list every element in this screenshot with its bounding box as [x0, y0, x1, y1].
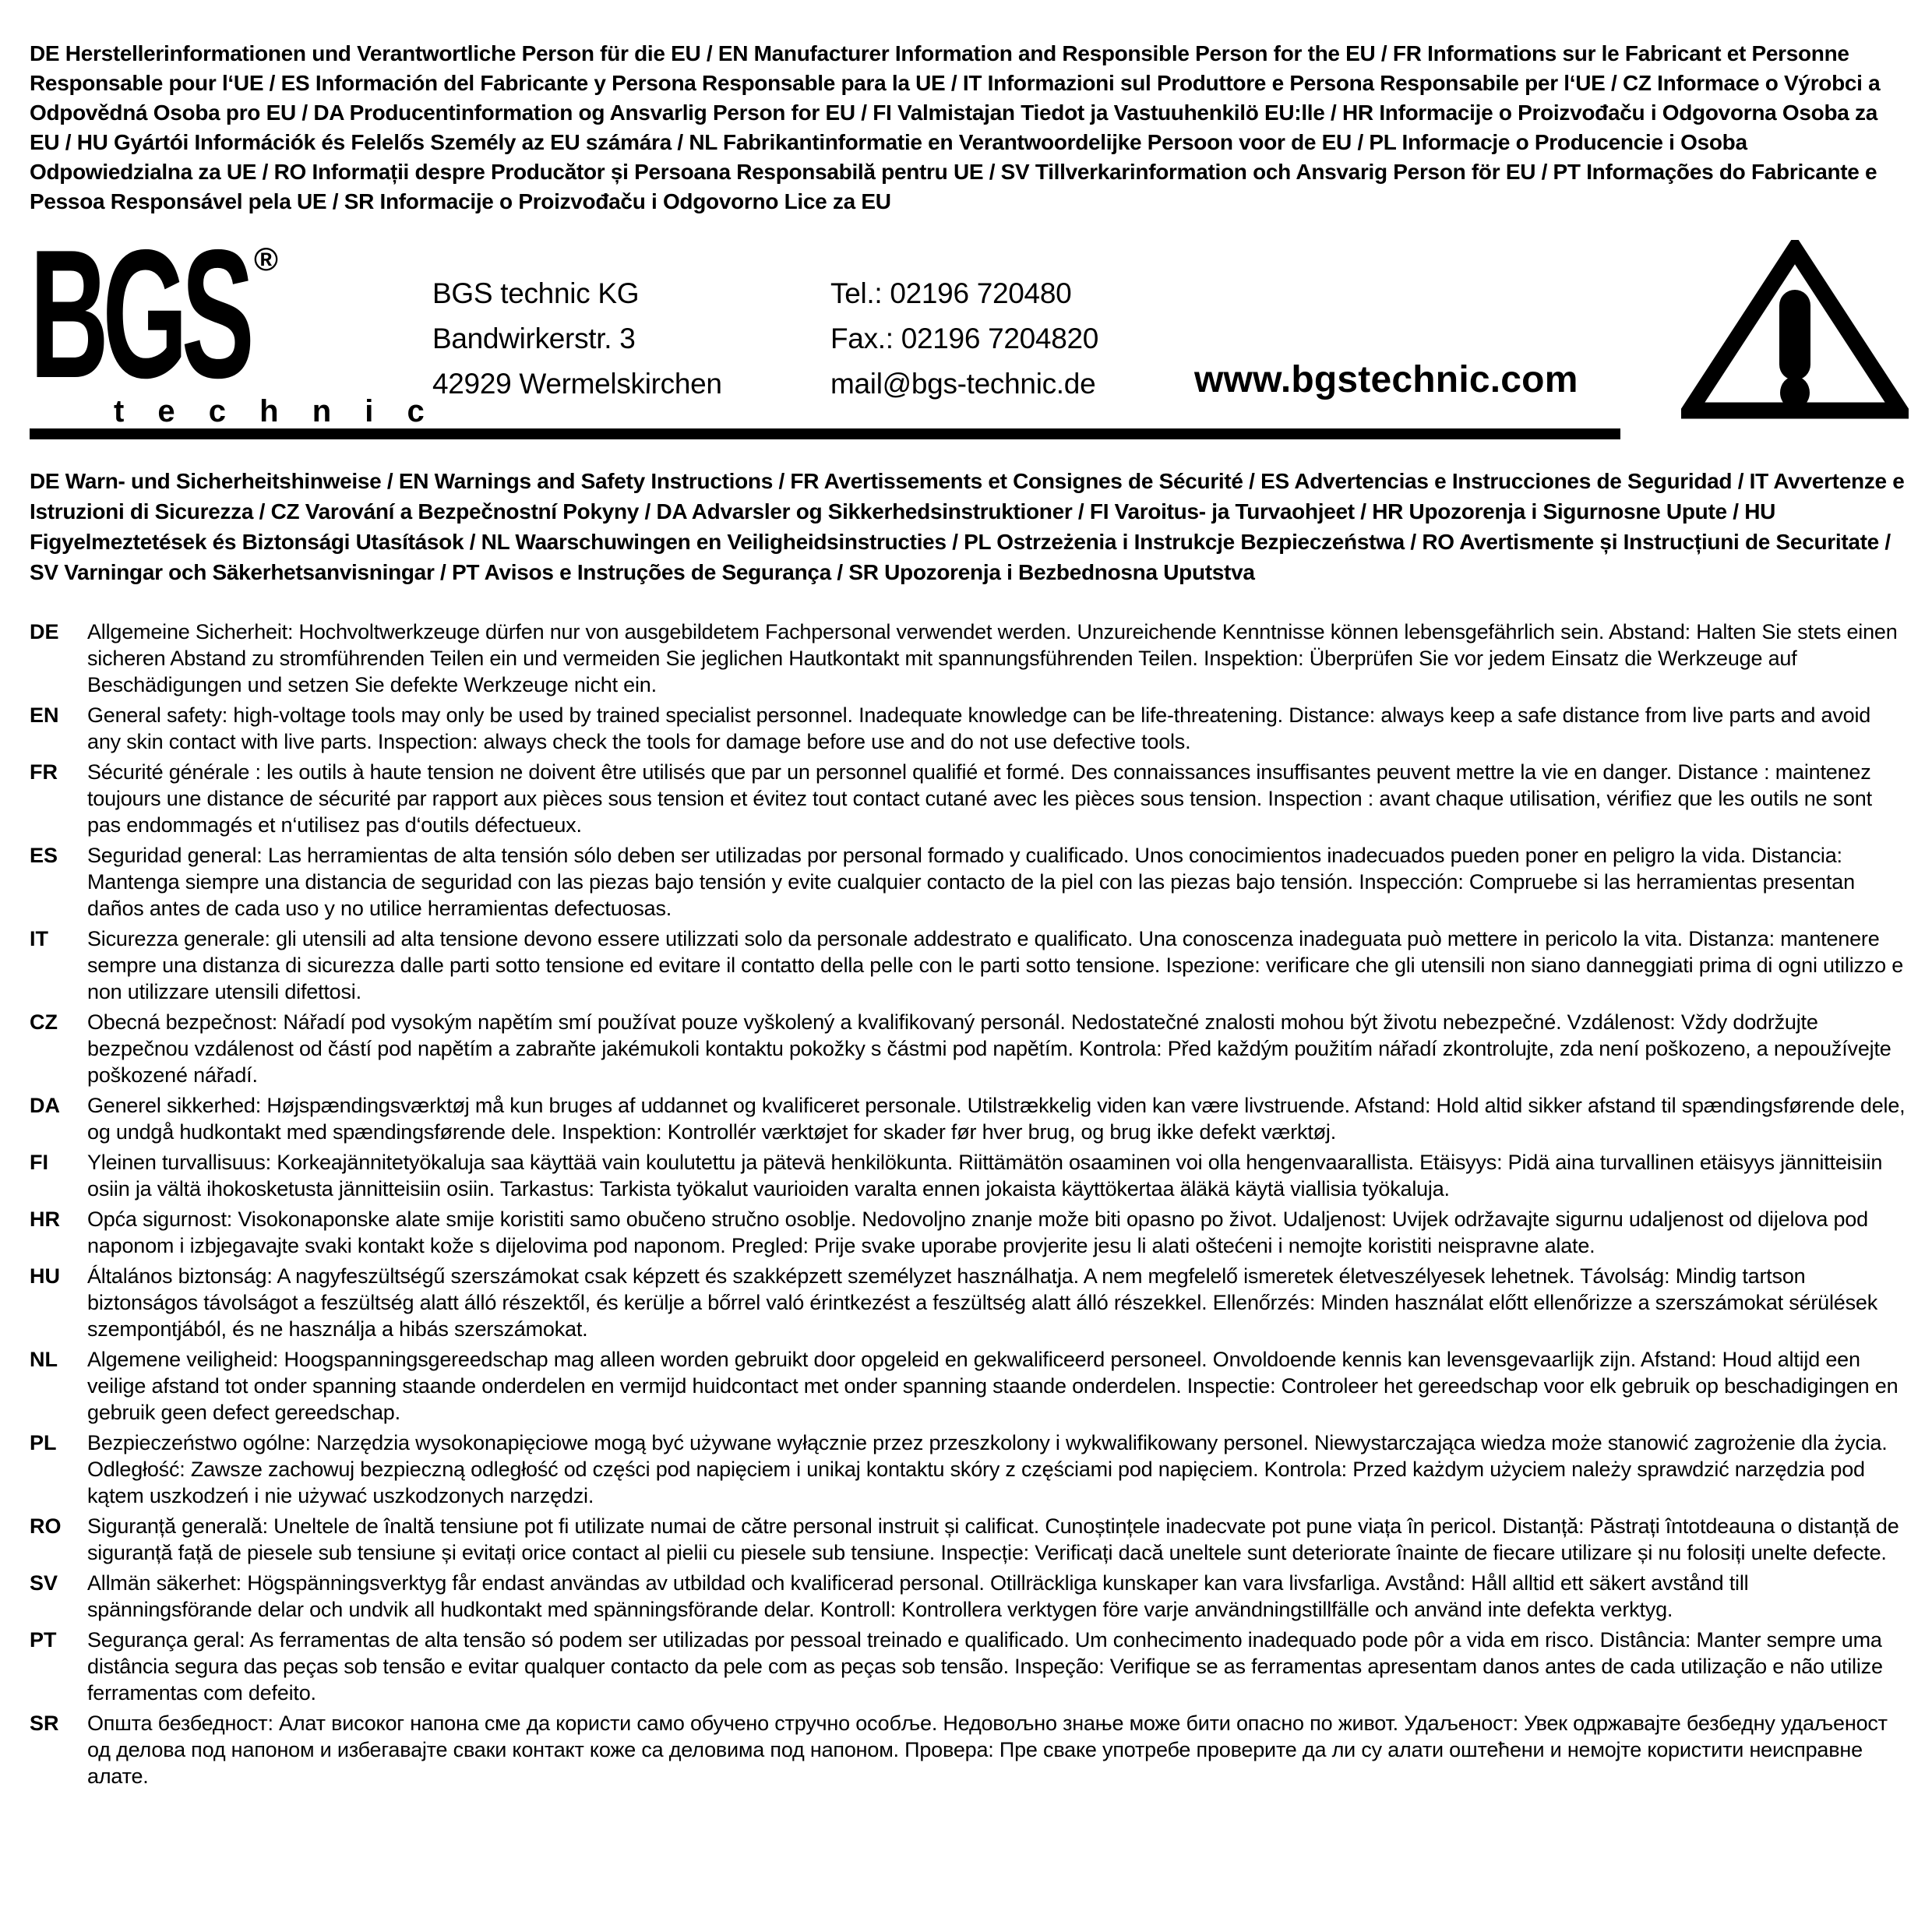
manufacturer-header: DE Herstellerinformationen und Verantwortliche Person für die EU / EN Manufacturer Information and Responsible Person for the EU / FR Informations sur le Fabricant et Personne Responsable pour l‘UE / ES Información del Fabricante y Persona Responsable para la UE / IT Informazioni sul Produttore e Persona Responsabile per l‘UE / CZ Informace o Výrobci a Odpovědná Osoba pro EU / DA Producentinformation og Ansvarlig Person for EU / FI Valmistajan Tiedot ja Vastuuhenkilö EU:lle / HR Informacije o Proizvođaču i Odgovorna Osoba za EU / HU Gyártói Információk és Felelős Személy az EU számára / NL Fabrikantinformatie en Verantwoordelijke Persoon voor de EU / PL Informacje o Producencie i Osoba Odpowiedzialna za UE / RO Informații despre Producător și Persoana Responsabilă pentru UE / SV Tillverkarinformation och Ansvarig Person för EU / PT Informações do Fabricante e Pessoa Responsável pela UE / SR Informacije o Proizvođaču i Odgovorno Lice za EU — [30, 41, 1881, 213]
company-name: BGS technic KG — [432, 277, 640, 309]
safety-item-fi — [30, 1149, 1909, 1202]
safety-text: Allmän säkerhet: Högspänningsverktyg får endast användas av utbildad och kvalificerad personal. Otillräckliga kunskaper kan vara livsfarliga. Avstånd: Håll alltid ett säkert avstånd till spänningsförande delar och undvik all hudkontakt med spänningsförande delar. Kontroll: Kontrollera verktygen före varje användningstillfälle och använd inte defekta verktyg. — [87, 1571, 1749, 1621]
company-band — [30, 211, 1910, 428]
registered-trademark-icon: ® — [254, 241, 278, 277]
safety-text: Segurança geral: As ferramentas de alta tensão só podem ser utilizadas por pessoal treinado e qualificado. Um conhecimento inadequado pode pôr a vida em risco. Distância: Manter sempre uma distância segura das peças sob tensão e evitar qualquer contacto da pele com as peças sob tensão. Inspeção: Verifique se as ferramentas apresentam danos antes de cada utilização e não utilize ferramentas com defeito. — [87, 1628, 1883, 1705]
language-code: RO — [30, 1514, 62, 1538]
safety-item-fr — [30, 759, 1909, 838]
safety-text: Általános biztonság: A nagyfeszültségű szerszámokat csak képzett és szakképzett személyzet használhatja. A nem megfelelő ismeretek életveszélyesek lehetnek. Távolság: Mindig tartson biztonságos távolságot a feszültség alatt álló részektől, és kerülje a bőrrel való érintkezést a feszültség alatt álló részekkel. Ellenőrzés: Minden használat előtt ellenőrizze a szerszámokat sérülések szempontjából, és ne használja a hibás szerszámokat. — [87, 1264, 1877, 1341]
language-code: FR — [30, 760, 58, 784]
warnings-header: DE Warn- und Sicherheitshinweise / EN Warnings and Safety Instructions / FR Avertissements et Consignes de Sécurité / ES Advertencias e Instrucciones de Seguridad / IT Avvertenze e Istruzioni di Sicurezza / CZ Varování a Bezpečnostní Pokyny / DA Advarsler og Sikkerhedsinstruktioner / FI Varoitus- ja Turvaohjeet / HR Upozorenja i Sigurnosne Upute / HU Figyelmeztetések és Biztonsági Utasítások / NL Waarschuwingen en Veiligheidsinstructies / PL Ostrzeżenia i Instrukcje Bezpieczeństwa / RO Avertismente și Instrucțiuni de Securitate / SV Varningar och Säkerhetsanvisningar / PT Avisos e Instruções de Segurança / SR Upozorenja i Bezbednosna Uputstva — [30, 469, 1905, 584]
safety-text: General safety: high-voltage tools may only be used by trained specialist personnel. Inadequate knowledge can be life-threatening. Distance: always keep a safe distance from live parts and avoid any skin contact with live parts. Inspection: always check the tools for damage before use and do not use defective tools. — [87, 703, 1871, 753]
company-website: www.bgstechnic.com — [1194, 359, 1578, 400]
safety-item-sv — [30, 1570, 1909, 1623]
bgs-logo-subtext: t e c h n i c — [114, 394, 437, 428]
language-code: EN — [30, 703, 59, 727]
company-tel: Tel.: 02196 720480 — [830, 277, 1072, 309]
safety-text: Algemene veiligheid: Hoogspanningsgereedschap mag alleen worden gebruikt door opgeleid en gekwalificeerd personeel. Onvoldoende kennis kan levensgevaarlijk zijn. Afstand: Houd altijd een veilige afstand tot onder spanning staande onderdelen en vermijd huidcontact met onder spanning staande onderdelen. Inspectie: Controleer het gereedschap voor elk gebruik op beschadigingen en gebruik geen defect gereedschap. — [87, 1348, 1899, 1424]
safety-item-pt — [30, 1627, 1909, 1706]
safety-text: Општа безбедност: Алат високог напона сме да користи само обучено стручно особље. Недовољно знање може бити опасно по живот. Удаљеност: Увек одржавајте безбедну удаљеност од делова под напоном и избегавајте сваки контакт коже са деловима под напоном. Провера: Пре сваке употребе проверите да ли су алати оштећени и немојте користити неисправне алате. — [87, 1712, 1888, 1788]
safety-item-pl — [30, 1430, 1909, 1509]
divider-rule — [30, 428, 1620, 439]
safety-item-sr — [30, 1710, 1909, 1789]
language-code: SV — [30, 1571, 58, 1595]
safety-instructions-list — [30, 619, 1909, 1789]
safety-item-hu — [30, 1263, 1909, 1342]
company-contact-block — [830, 271, 1098, 407]
language-code: ES — [30, 844, 58, 867]
safety-item-en — [30, 702, 1909, 755]
company-email: mail@bgs-technic.de — [830, 368, 1096, 400]
safety-text: Obecná bezpečnost: Nářadí pod vysokým napětím smí používat pouze vyškolený a kvalifikovaný personál. Nedostatečné znalosti mohou být životu nebezpečné. Vzdálenost: Vždy dodržujte bezpečnou vzdálenost od částí pod napětím a zabraňte jakémukoli kontaktu pokožky s částmi pod napětím. Kontrola: Před každým použitím nářadí zkontrolujte, zda není poškozeno, a nepoužívejte poškozené nářadí. — [87, 1010, 1891, 1087]
company-street: Bandwirkerstr. 3 — [432, 323, 636, 354]
language-code: HR — [30, 1208, 60, 1231]
language-code: SR — [30, 1712, 59, 1735]
safety-item-nl — [30, 1346, 1909, 1426]
language-code: FI — [30, 1151, 48, 1174]
safety-text: Seguridad general: Las herramientas de alta tensión sólo deben ser utilizadas por personal formado y cualificado. Unos conocimientos inadecuados pueden poner en peligro la vida. Distancia: Mantenga siempre una distancia de seguridad con las piezas bajo tensión y evite cualquier contacto de la piel con las piezas bajo tensión. Inspección: Compruebe si las herramientas presentan daños antes de cada uso y no utilice herramientas defectuosas. — [87, 844, 1855, 920]
safety-item-es — [30, 842, 1909, 922]
language-code: HU — [30, 1264, 60, 1288]
language-code: PL — [30, 1431, 57, 1454]
safety-item-de — [30, 619, 1909, 698]
language-code: NL — [30, 1348, 58, 1371]
safety-item-ro — [30, 1513, 1909, 1566]
warning-triangle-icon — [1681, 240, 1909, 419]
bgs-logo — [30, 211, 437, 428]
safety-item-cz — [30, 1009, 1909, 1088]
safety-text: Siguranță generală: Uneltele de înaltă tensiune pot fi utilizate numai de către personal instruit și calificat. Cunoștințele inadecvate pot pune viața în pericol. Distanță: Păstrați întotdeauna o distanță de siguranță față de piesele sub tensiune și evitați orice contact al pielii cu piesele sub tensiune. Inspecție: Verificați dacă uneltele sunt deteriorate înainte de fiecare utilizare și nu folosiți unelte defecte. — [87, 1514, 1899, 1564]
language-code: CZ — [30, 1010, 58, 1034]
company-city: 42929 Wermelskirchen — [432, 368, 722, 400]
safety-item-it — [30, 925, 1909, 1005]
safety-item-da — [30, 1092, 1909, 1145]
safety-text: Bezpieczeństwo ogólne: Narzędzia wysokonapięciowe mogą być używane wyłącznie przez przeszkolony i wykwalifikowany personel. Niewystarczająca wiedza może stanowić zagrożenie dla życia. Odległość: Zawsze zachowuj bezpieczną odległość od części pod napięciem i unikaj kontaktu skóry z częściami pod napięciem. Kontrola: Przed każdym użyciem należy sprawdzić narzędzia pod kątem uszkodzeń i nie używać uszkodzonych narzędzi. — [87, 1431, 1888, 1507]
safety-text: Opća sigurnost: Visokonaponske alate smije koristiti samo obučeno stručno osoblje. Nedovoljno znanje može biti opasno po život. Udaljenost: Uvijek održavajte sigurnu udaljenost od dijelova pod naponom i izbjegavajte svaki kontakt kože s dijelovima pod naponom. Pregled: Prije svake uporabe provjerite jesu li alati oštećeni i nemojte koristiti neispravne alate. — [87, 1208, 1868, 1257]
language-code: DE — [30, 620, 59, 643]
company-fax: Fax.: 02196 7204820 — [830, 323, 1099, 354]
safety-text: Allgemeine Sicherheit: Hochvoltwerkzeuge dürfen nur von ausgebildetem Fachpersonal verwendet werden. Unzureichende Kenntnisse können lebensgefährlich sein. Abstand: Halten Sie stets einen sicheren Abstand zu stromführenden Teilen ein und vermeiden Sie jeglichen Hautkontakt mit spannungsführenden Teilen. Inspektion: Überprüfen Sie vor jedem Einsatz die Werkzeuge auf Beschädigungen und setzen Sie defekte Werkzeuge nicht ein. — [87, 620, 1898, 696]
safety-text: Generel sikkerhed: Højspændingsværktøj må kun bruges af uddannet og kvalificeret personale. Utilstrækkelig viden kan være livstruende. Afstand: Hold altid sikker afstand til spændingsførende dele, og undgå hudkontakt med spændingsførende dele. Inspektion: Kontrollér værktøjet for skader før hver brug, og brug ikke defekt værktøj. — [87, 1094, 1906, 1144]
language-code: PT — [30, 1628, 57, 1652]
safety-item-hr — [30, 1206, 1909, 1259]
safety-text: Yleinen turvallisuus: Korkeajännitetyökaluja saa käyttää vain koulutettu ja pätevä henkilökunta. Riittämätön osaaminen voi olla hengenvaarallista. Etäisyys: Pidä aina turvallinen etäisyys jännitteisiin osiin ja vältä ihokosketusta jännitteisiin osiin. Tarkastus: Tarkista työkalut vaurioiden varalta ennen jokaista käyttökertaa äläkä käytä viallisia työkaluja. — [87, 1151, 1883, 1200]
safety-text: Sécurité générale : les outils à haute tension ne doivent être utilisés que par un personnel qualifié et formé. Des connaissances insuffisantes peuvent mettre la vie en danger. Distance : maintenez toujours une distance de sécurité par rapport aux pièces sous tension et évitez tout contact cutané avec les pièces sous tension. Inspection : avant chaque utilisation, vérifiez que les outils ne sont pas endommagés et n‘utilisez pas d‘outils défectueux. — [87, 760, 1872, 837]
company-address-block — [432, 271, 722, 407]
safety-text: Sicurezza generale: gli utensili ad alta tensione devono essere utilizzati solo da personale addestrato e qualificato. Una conoscenza inadeguata può mettere in pericolo la vita. Distanza: mantenere sempre una distanza di sicurezza dalle parti sotto tensione ed evitare il contatto della pelle con le parti sotto tensione. Ispezione: verificare che gli utensili non siano danneggiati prima di ogni utilizzo e non utilizzare utensili difettosi. — [87, 927, 1904, 1003]
language-code: IT — [30, 927, 48, 950]
language-code: DA — [30, 1094, 60, 1117]
bgs-logo-text: BGS — [30, 211, 249, 416]
